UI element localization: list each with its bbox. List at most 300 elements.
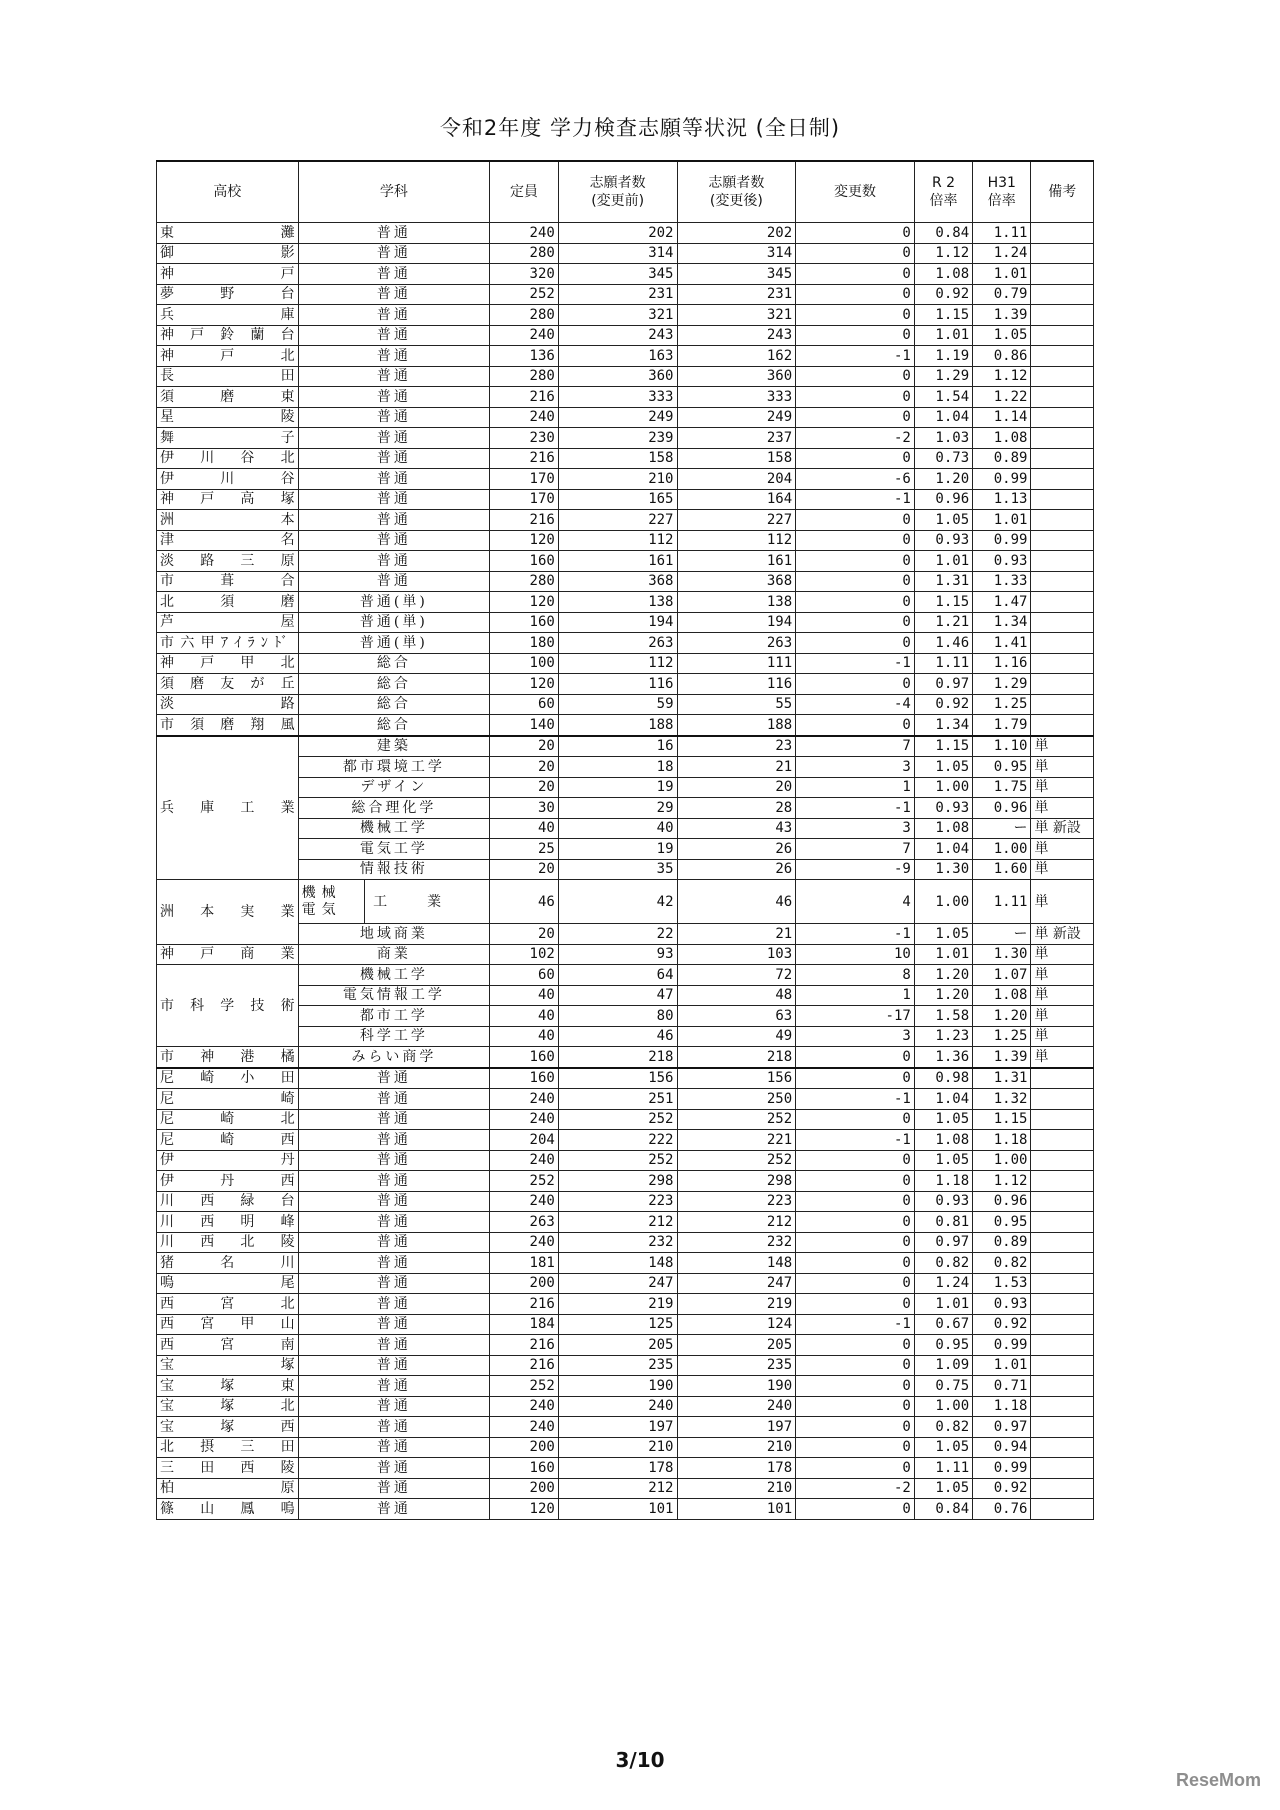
- h31-ratio-cell: 0.92: [973, 1478, 1031, 1499]
- after-cell: 21: [677, 757, 796, 778]
- h31-ratio-cell: 0.86: [973, 346, 1031, 367]
- table-row: [157, 1437, 1094, 1458]
- h31-ratio-cell: 1.25: [973, 1026, 1031, 1047]
- before-cell: 247: [558, 1273, 677, 1294]
- dept-cell: 普通: [298, 1171, 490, 1192]
- change-cell: 0: [796, 1499, 915, 1520]
- remarks-cell: 単: [1031, 798, 1094, 819]
- remarks-cell: 単: [1031, 736, 1094, 757]
- capacity-cell: 60: [490, 694, 559, 715]
- dept-cell: 情報技術: [298, 859, 490, 880]
- table-row: [157, 264, 1094, 285]
- remarks-cell: [1031, 1212, 1094, 1233]
- change-cell: 0: [796, 510, 915, 531]
- table-row: [157, 325, 1094, 346]
- after-cell: 314: [677, 243, 796, 264]
- table-row: [157, 407, 1094, 428]
- capacity-cell: 160: [490, 1047, 559, 1068]
- h31-ratio-cell: 0.96: [973, 1191, 1031, 1212]
- school-cell: 柏原: [157, 1478, 299, 1499]
- table-row: [157, 1273, 1094, 1294]
- after-cell: 101: [677, 1499, 796, 1520]
- table-row: [157, 346, 1094, 367]
- dept-cell: デザイン: [298, 777, 490, 798]
- after-cell: 223: [677, 1191, 796, 1212]
- dept-cell: 普通: [298, 1458, 490, 1479]
- change-cell: 0: [796, 243, 915, 264]
- table-row: [157, 243, 1094, 264]
- school-cell: 猪名川: [157, 1253, 299, 1274]
- sub-dept-cell: [298, 880, 365, 924]
- school-cell: 三田西陵: [157, 1458, 299, 1479]
- before-cell: 19: [558, 777, 677, 798]
- r2-ratio-cell: 1.12: [914, 243, 972, 264]
- remarks-cell: [1031, 243, 1094, 264]
- school-cell: 伊川谷北: [157, 448, 299, 469]
- before-cell: 368: [558, 571, 677, 592]
- h31-ratio-cell: 0.96: [973, 798, 1031, 819]
- capacity-cell: 252: [490, 1171, 559, 1192]
- after-cell: 194: [677, 612, 796, 633]
- school-cell: 伊丹西: [157, 1171, 299, 1192]
- h31-ratio-cell: 1.16: [973, 653, 1031, 674]
- table-row: [157, 305, 1094, 326]
- capacity-cell: 240: [490, 325, 559, 346]
- capacity-cell: 216: [490, 1355, 559, 1376]
- capacity-cell: 240: [490, 1396, 559, 1417]
- after-cell: 138: [677, 592, 796, 613]
- dept-cell: 普通(単): [298, 633, 490, 654]
- r2-ratio-cell: 1.20: [914, 469, 972, 490]
- dept-cell: 普通: [298, 469, 490, 490]
- header-r2: [914, 161, 972, 223]
- remarks-cell: [1031, 1089, 1094, 1110]
- after-cell: 345: [677, 264, 796, 285]
- before-cell: 360: [558, 366, 677, 387]
- header-after-line1: 志願者数: [708, 175, 765, 191]
- before-cell: 138: [558, 592, 677, 613]
- header-capacity: 定員: [490, 161, 559, 223]
- capacity-cell: 280: [490, 366, 559, 387]
- dept-cell: 普通(単): [298, 612, 490, 633]
- change-cell: 0: [796, 223, 915, 244]
- dept-cell: 総合: [298, 715, 490, 736]
- h31-ratio-cell: 1.39: [973, 1047, 1031, 1068]
- change-cell: 0: [796, 284, 915, 305]
- change-cell: 0: [796, 1232, 915, 1253]
- h31-ratio-cell: 1.05: [973, 325, 1031, 346]
- remarks-cell: [1031, 551, 1094, 572]
- r2-ratio-cell: 1.11: [914, 653, 972, 674]
- remarks-cell: [1031, 653, 1094, 674]
- capacity-cell: 160: [490, 1068, 559, 1089]
- r2-ratio-cell: 0.93: [914, 798, 972, 819]
- capacity-cell: 160: [490, 1458, 559, 1479]
- before-cell: 165: [558, 489, 677, 510]
- r2-ratio-cell: 1.04: [914, 839, 972, 860]
- r2-ratio-cell: 1.30: [914, 859, 972, 880]
- table-row: [157, 1396, 1094, 1417]
- school-cell: 兵庫工業: [157, 736, 299, 880]
- table-row: [157, 223, 1094, 244]
- r2-ratio-cell: 1.20: [914, 985, 972, 1006]
- change-cell: -2: [796, 428, 915, 449]
- r2-ratio-cell: 0.98: [914, 1068, 972, 1089]
- header-h31: [973, 161, 1031, 223]
- remarks-cell: 単: [1031, 965, 1094, 986]
- dept-cell: 普通: [298, 1499, 490, 1520]
- after-cell: 333: [677, 387, 796, 408]
- school-cell: 篠山鳳鳴: [157, 1499, 299, 1520]
- remarks-cell: 単: [1031, 944, 1094, 965]
- after-cell: 235: [677, 1355, 796, 1376]
- h31-ratio-cell: 1.47: [973, 592, 1031, 613]
- school-cell: 宝塚東: [157, 1376, 299, 1397]
- change-cell: -2: [796, 1478, 915, 1499]
- r2-ratio-cell: 1.00: [914, 1396, 972, 1417]
- dept-cell: 商業: [298, 944, 490, 965]
- after-cell: 218: [677, 1047, 796, 1068]
- before-cell: 47: [558, 985, 677, 1006]
- table-row: [157, 880, 1094, 924]
- remarks-cell: [1031, 1437, 1094, 1458]
- h31-ratio-cell: 1.25: [973, 694, 1031, 715]
- before-cell: 235: [558, 1355, 677, 1376]
- h31-ratio-cell: 1.15: [973, 1109, 1031, 1130]
- change-cell: 3: [796, 757, 915, 778]
- capacity-cell: 20: [490, 777, 559, 798]
- before-cell: 249: [558, 407, 677, 428]
- remarks-cell: [1031, 530, 1094, 551]
- remarks-cell: [1031, 1109, 1094, 1130]
- header-h31-line1: H31: [987, 175, 1016, 191]
- capacity-cell: 20: [490, 757, 559, 778]
- capacity-cell: 200: [490, 1437, 559, 1458]
- before-cell: 80: [558, 1006, 677, 1027]
- remarks-cell: [1031, 223, 1094, 244]
- change-cell: 0: [796, 1355, 915, 1376]
- before-cell: 333: [558, 387, 677, 408]
- remarks-cell: [1031, 674, 1094, 695]
- after-cell: 232: [677, 1232, 796, 1253]
- capacity-cell: 263: [490, 1212, 559, 1233]
- change-cell: 0: [796, 633, 915, 654]
- remarks-cell: [1031, 1171, 1094, 1192]
- header-dept: 学科: [298, 161, 490, 223]
- table-row: [157, 1478, 1094, 1499]
- after-cell: 23: [677, 736, 796, 757]
- remarks-cell: [1031, 1273, 1094, 1294]
- after-cell: 20: [677, 777, 796, 798]
- after-cell: 231: [677, 284, 796, 305]
- h31-ratio-cell: 1.39: [973, 305, 1031, 326]
- before-cell: 112: [558, 653, 677, 674]
- h31-ratio-cell: 1.24: [973, 243, 1031, 264]
- change-cell: 0: [796, 592, 915, 613]
- capacity-cell: 240: [490, 1109, 559, 1130]
- change-cell: 0: [796, 1417, 915, 1438]
- after-cell: 161: [677, 551, 796, 572]
- table-row: [157, 1191, 1094, 1212]
- change-cell: 0: [796, 407, 915, 428]
- before-cell: 314: [558, 243, 677, 264]
- dept-cell: 科学工学: [298, 1026, 490, 1047]
- remarks-cell: 単 新設: [1031, 924, 1094, 945]
- after-cell: 197: [677, 1417, 796, 1438]
- dept-cell: 普通: [298, 571, 490, 592]
- table-row: [157, 736, 1094, 757]
- before-cell: 59: [558, 694, 677, 715]
- table-row: [157, 1417, 1094, 1438]
- change-cell: 0: [796, 264, 915, 285]
- r2-ratio-cell: 0.97: [914, 674, 972, 695]
- table-row: [157, 530, 1094, 551]
- h31-ratio-cell: 1.20: [973, 1006, 1031, 1027]
- remarks-cell: [1031, 325, 1094, 346]
- h31-ratio-cell: 1.08: [973, 428, 1031, 449]
- school-cell: 川西北陵: [157, 1232, 299, 1253]
- h31-ratio-cell: 1.41: [973, 633, 1031, 654]
- header-remarks: 備考: [1031, 161, 1094, 223]
- dept-cell: 普通: [298, 284, 490, 305]
- change-cell: 0: [796, 1171, 915, 1192]
- before-cell: 188: [558, 715, 677, 736]
- r2-ratio-cell: 1.20: [914, 965, 972, 986]
- school-cell: 神戸北: [157, 346, 299, 367]
- r2-ratio-cell: 0.93: [914, 1191, 972, 1212]
- change-cell: 0: [796, 571, 915, 592]
- table-row: [157, 1171, 1094, 1192]
- before-cell: 231: [558, 284, 677, 305]
- before-cell: 116: [558, 674, 677, 695]
- r2-ratio-cell: 0.97: [914, 1232, 972, 1253]
- after-cell: 252: [677, 1109, 796, 1130]
- header-before-line1: 志願者数: [589, 175, 646, 191]
- change-cell: -1: [796, 924, 915, 945]
- before-cell: 178: [558, 1458, 677, 1479]
- before-cell: 190: [558, 1376, 677, 1397]
- capacity-cell: 252: [490, 284, 559, 305]
- remarks-cell: [1031, 592, 1094, 613]
- r2-ratio-cell: 1.08: [914, 818, 972, 839]
- h31-ratio-cell: 1.14: [973, 407, 1031, 428]
- school-cell: 須磨友が丘: [157, 674, 299, 695]
- school-cell: 長田: [157, 366, 299, 387]
- remarks-cell: [1031, 1232, 1094, 1253]
- change-cell: 0: [796, 366, 915, 387]
- after-cell: 263: [677, 633, 796, 654]
- after-cell: 26: [677, 859, 796, 880]
- before-cell: 42: [558, 880, 677, 924]
- r2-ratio-cell: 1.31: [914, 571, 972, 592]
- h31-ratio-cell: 1.29: [973, 674, 1031, 695]
- change-cell: 0: [796, 1191, 915, 1212]
- remarks-cell: [1031, 1355, 1094, 1376]
- change-cell: 0: [796, 1437, 915, 1458]
- capacity-cell: 46: [490, 880, 559, 924]
- page-title: 令和2年度 学力検査志願等状況 (全日制): [439, 116, 841, 140]
- table-row: [157, 1212, 1094, 1233]
- after-cell: 21: [677, 924, 796, 945]
- dept-cell: 普通: [298, 1314, 490, 1335]
- dept-cell: 普通(単): [298, 592, 490, 613]
- r2-ratio-cell: 1.00: [914, 880, 972, 924]
- before-cell: 243: [558, 325, 677, 346]
- dept-cell: 普通: [298, 1232, 490, 1253]
- dept-cell: 普通: [298, 1089, 490, 1110]
- before-cell: 93: [558, 944, 677, 965]
- before-cell: 29: [558, 798, 677, 819]
- capacity-cell: 170: [490, 469, 559, 490]
- before-cell: 298: [558, 1171, 677, 1192]
- dept-cell: 普通: [298, 1335, 490, 1356]
- table-row: [157, 1499, 1094, 1520]
- header-r2-line1: R 2: [931, 175, 956, 191]
- header-row: [157, 161, 1094, 223]
- remarks-cell: [1031, 612, 1094, 633]
- dept-cell: 総合理化学: [298, 798, 490, 819]
- after-cell: 240: [677, 1396, 796, 1417]
- r2-ratio-cell: 0.81: [914, 1212, 972, 1233]
- before-cell: 46: [558, 1026, 677, 1047]
- table-row: [157, 510, 1094, 531]
- capacity-cell: 140: [490, 715, 559, 736]
- remarks-cell: 単: [1031, 777, 1094, 798]
- dept-cell: 普通: [298, 1130, 490, 1151]
- before-cell: 16: [558, 736, 677, 757]
- dept-cell: 建築: [298, 736, 490, 757]
- school-cell: 神戸鈴蘭台: [157, 325, 299, 346]
- school-cell: 御影: [157, 243, 299, 264]
- table-row: [157, 1458, 1094, 1479]
- r2-ratio-cell: 0.96: [914, 489, 972, 510]
- dept-cell: 普通: [298, 510, 490, 531]
- after-cell: 63: [677, 1006, 796, 1027]
- capacity-cell: 40: [490, 1026, 559, 1047]
- r2-ratio-cell: 0.92: [914, 694, 972, 715]
- r2-ratio-cell: 1.34: [914, 715, 972, 736]
- school-cell: 神戸商業: [157, 944, 299, 965]
- table-row: [157, 715, 1094, 736]
- table-row: [157, 1314, 1094, 1335]
- h31-ratio-cell: 0.93: [973, 551, 1031, 572]
- dept-cell: 普通: [298, 1191, 490, 1212]
- change-cell: -4: [796, 694, 915, 715]
- header-after-line2: (変更後): [709, 193, 763, 209]
- h31-ratio-cell: 0.99: [973, 1458, 1031, 1479]
- dept-cell: 普通: [298, 305, 490, 326]
- table-row: [157, 387, 1094, 408]
- r2-ratio-cell: 1.21: [914, 612, 972, 633]
- h31-ratio-cell: 1.31: [973, 1068, 1031, 1089]
- r2-ratio-cell: 1.18: [914, 1171, 972, 1192]
- school-cell: 東灘: [157, 223, 299, 244]
- after-cell: 210: [677, 1437, 796, 1458]
- school-cell: 星陵: [157, 407, 299, 428]
- remarks-cell: 単: [1031, 839, 1094, 860]
- dept-cell: 普通: [298, 551, 490, 572]
- school-cell: 市葺合: [157, 571, 299, 592]
- remarks-cell: [1031, 694, 1094, 715]
- school-cell: 津名: [157, 530, 299, 551]
- before-cell: 212: [558, 1212, 677, 1233]
- change-cell: 8: [796, 965, 915, 986]
- remarks-cell: [1031, 633, 1094, 654]
- before-cell: 163: [558, 346, 677, 367]
- change-cell: 0: [796, 674, 915, 695]
- dept-cell: 普通: [298, 1068, 490, 1089]
- capacity-cell: 120: [490, 530, 559, 551]
- h31-ratio-cell: 0.99: [973, 1335, 1031, 1356]
- after-cell: 116: [677, 674, 796, 695]
- school-cell: 兵庫: [157, 305, 299, 326]
- h31-ratio-cell: 1.10: [973, 736, 1031, 757]
- after-cell: 360: [677, 366, 796, 387]
- capacity-cell: 170: [490, 489, 559, 510]
- school-cell: 北摂三田: [157, 1437, 299, 1458]
- before-cell: 239: [558, 428, 677, 449]
- r2-ratio-cell: 1.01: [914, 325, 972, 346]
- school-cell: 西宮南: [157, 1335, 299, 1356]
- after-cell: 148: [677, 1253, 796, 1274]
- h31-ratio-cell: 0.79: [973, 284, 1031, 305]
- capacity-cell: 240: [490, 1232, 559, 1253]
- change-cell: 1: [796, 985, 915, 1006]
- capacity-cell: 102: [490, 944, 559, 965]
- watermark-logo: ReseMom: [1176, 1770, 1262, 1790]
- h31-ratio-cell: 1.22: [973, 387, 1031, 408]
- capacity-cell: 136: [490, 346, 559, 367]
- before-cell: 156: [558, 1068, 677, 1089]
- remarks-cell: [1031, 346, 1094, 367]
- remarks-cell: 単: [1031, 985, 1094, 1006]
- change-cell: -1: [796, 1314, 915, 1335]
- before-cell: 18: [558, 757, 677, 778]
- dept-cell: 普通: [298, 407, 490, 428]
- r2-ratio-cell: 1.08: [914, 1130, 972, 1151]
- after-cell: 250: [677, 1089, 796, 1110]
- capacity-cell: 240: [490, 1089, 559, 1110]
- remarks-cell: 単: [1031, 1026, 1094, 1047]
- dept-cell: 地域商業: [298, 924, 490, 945]
- remarks-cell: [1031, 1396, 1094, 1417]
- capacity-cell: 180: [490, 633, 559, 654]
- before-cell: 35: [558, 859, 677, 880]
- dept-cell: 普通: [298, 1437, 490, 1458]
- r2-ratio-cell: 1.05: [914, 924, 972, 945]
- remarks-cell: [1031, 407, 1094, 428]
- school-cell: 市須磨翔風: [157, 715, 299, 736]
- remarks-cell: [1031, 1314, 1094, 1335]
- change-cell: 7: [796, 839, 915, 860]
- school-cell: 洲本: [157, 510, 299, 531]
- capacity-cell: 240: [490, 1417, 559, 1438]
- remarks-cell: [1031, 264, 1094, 285]
- before-cell: 148: [558, 1253, 677, 1274]
- capacity-cell: 40: [490, 818, 559, 839]
- school-cell: 宝塚: [157, 1355, 299, 1376]
- change-cell: 0: [796, 1335, 915, 1356]
- school-cell: 西宮北: [157, 1294, 299, 1315]
- capacity-cell: 240: [490, 1191, 559, 1212]
- remarks-cell: 単: [1031, 880, 1094, 924]
- r2-ratio-cell: 1.09: [914, 1355, 972, 1376]
- r2-ratio-cell: 0.84: [914, 1499, 972, 1520]
- after-cell: 43: [677, 818, 796, 839]
- r2-ratio-cell: 1.19: [914, 346, 972, 367]
- after-cell: 28: [677, 798, 796, 819]
- before-cell: 64: [558, 965, 677, 986]
